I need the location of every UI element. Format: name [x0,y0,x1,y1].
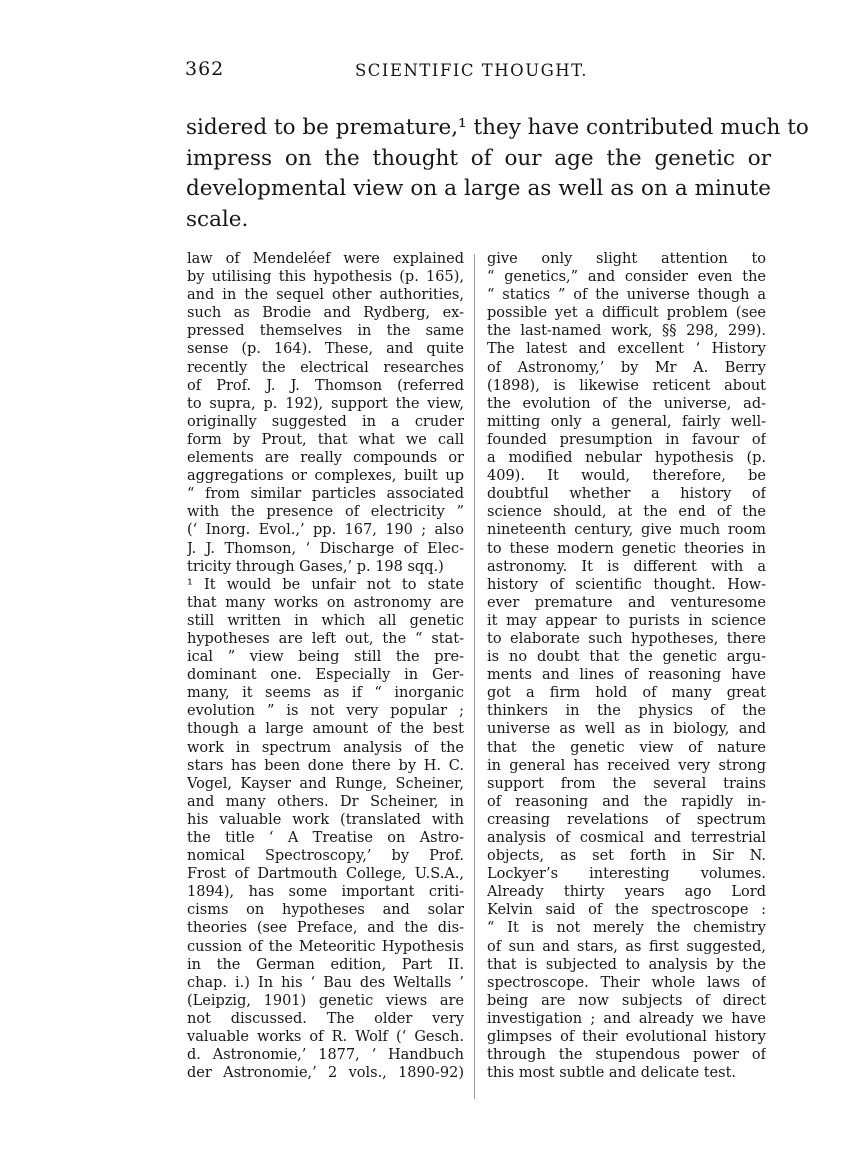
footnote-line: cisms on hypotheses and solar [187,902,464,919]
footnote-line: investigation ; and already we have [487,1010,766,1027]
footnote-line: recently the electrical researches [187,359,464,376]
page-number: 362 [185,58,225,80]
footnote-line: founded presumption in favour of [487,431,766,448]
page-header [0,58,850,92]
footnote-line: originally suggested in a cruder [187,413,464,430]
footnote-line: “ It is not merely the chemistry [487,920,766,937]
footnote-line: astronomy. It is different with a [487,558,766,575]
footnote-line: d. Astronomie,’ 1877, ‘ Handbuch [187,1047,464,1064]
footnote-line: (Leipzig, 1901) genetic views are [187,992,464,1009]
footnote-line: ¹ It would be unfair not to state [187,576,464,593]
footnote-line: analysis of cosmical and terrestrial [487,830,766,846]
footnote-line: not discussed. The older very [187,1010,464,1027]
footnote-line: to supra, p. 192), support the view, [187,395,464,412]
footnote-line: in general has received very strong [487,757,766,774]
footnote-line: universe as well as in biology, and [487,721,766,738]
footnote-line: ments and lines of reasoning have [487,667,766,684]
footnote-column-right [487,250,766,1082]
footnote-line: Already thirty years ago Lord [487,884,766,901]
footnote-line: thinkers in the physics of the [487,703,766,720]
footnote-line: cussion of the Meteoritic Hypothesis [187,938,464,955]
footnote-line: (1898), is likewise reticent about [487,377,766,394]
footnote-line: law of Mendeléef were explained [187,251,464,267]
footnote-line: spectroscope. Their whole laws of [487,974,766,991]
footnote-line: possible yet a difficult problem (see [487,305,766,322]
footnote-line: J. J. Thomson, ‘ Discharge of Elec- [187,540,464,557]
footnote-line: Vogel, Kayser and Runge, Scheiner, [187,775,464,792]
footnote-line: valuable works of R. Wolf (‘ Gesch. [187,1029,464,1046]
footnote-line: creasing revelations of spectrum [487,811,766,828]
footnote-line: Frost of Dartmouth College, U.S.A., [187,866,464,883]
footnote-column-left [187,250,464,1082]
footnote-line: ical ” view being still the pre- [187,649,464,666]
column-divider [474,254,475,1099]
body-paragraph [186,113,809,235]
footnote-line: objects, as set forth in Sir N. [487,848,766,865]
footnote-line: 409). It would, therefore, be [487,468,766,485]
footnote-line: nineteenth century, give much room [487,522,766,539]
footnote-line: the evolution of the universe, ad- [487,395,766,412]
footnote-line: of sun and stars, as first suggested, [487,938,766,955]
footnote-line: hypotheses are left out, the “ stat- [187,630,464,647]
footnote-line: of Prof. J. J. Thomson (referred [187,377,464,394]
footnote-line: is no doubt that the genetic argu- [487,649,766,666]
footnote-line: this most subtle and delicate test. [487,1065,737,1082]
footnote-line: science should, at the end of the [487,504,766,521]
footnote-line: and in the sequel other authorities, [187,287,464,304]
footnote-line: got a firm hold of many great [487,685,766,702]
footnote-line: with the presence of electricity ” [187,504,464,521]
footnote-line: to elaborate such hypotheses, there [487,630,766,647]
body-line: scale. [186,206,249,232]
footnote-line: evolution ” is not very popular ; [187,703,464,720]
footnote-line: work in spectrum analysis of the [187,739,464,756]
footnote-line: though a large amount of the best [187,721,464,738]
footnote-line: to these modern genetic theories in [487,540,766,557]
footnote-line: mitting only a general, fairly well- [487,413,766,430]
body-line: developmental view on a large as well as on a minute [186,176,771,201]
footnote-line: (‘ Inorg. Evol.,’ pp. 167, 190 ; also [187,522,464,539]
footnote-line: give only slight attention to [487,251,766,267]
footnote-line: “ genetics,” and consider even the [487,269,766,286]
footnote-line: stars has been done there by H. C. [187,757,464,774]
footnote-line: the title ‘ A Treatise on Astro- [187,830,464,846]
footnote-line: support from the several trains [487,775,766,792]
footnote-line: that is subjected to analysis by the [487,956,766,973]
footnote-line: of reasoning and the rapidly in- [487,793,766,810]
footnote-line: Lockyer’s interesting volumes. [487,866,766,883]
footnote-line: it may appear to purists in science [487,612,766,629]
footnote-line: still written in which all genetic [187,612,464,629]
footnote-line: ever premature and venturesome [487,594,766,611]
footnote-line: of Astronomy,’ by Mr A. Berry [487,359,766,376]
footnote-line: in the German edition, Part II. [187,956,464,973]
footnote-line: der Astronomie,’ 2 vols., 1890-92) [187,1065,464,1082]
footnote-line: The latest and excellent ‘ History [487,341,766,358]
footnote-line: 1894), has some important criti- [187,884,464,901]
footnote-line: form by Prout, that what we call [187,431,464,448]
footnote-line: Kelvin said of the spectroscope : [487,902,766,919]
running-head: SCIENTIFIC THOUGHT. [355,61,589,80]
footnote-line: elements are really compounds or [187,450,464,467]
footnote-line: by utilising this hypothesis (p. 165), [187,269,464,286]
footnote-line: glimpses of their evolutional history [487,1029,766,1046]
footnote-line: “ statics ” of the universe though a [487,287,766,304]
footnote-line: “ from similar particles associated [187,486,464,503]
footnote-line: tricity through Gases,’ p. 198 sqq.) [187,558,444,575]
footnote-line: and many others. Dr Scheiner, in [187,793,464,810]
body-line: impress on the thought of our age the genetic or [186,145,771,171]
footnote-line: dominant one. Especially in Ger- [187,667,464,684]
footnote-line: nomical Spectroscopy,’ by Prof. [187,848,464,865]
footnote-line: chap. i.) In his ‘ Bau des Weltalls ’ [187,974,464,991]
footnote-line: theories (see Preface, and the dis- [187,920,464,937]
body-line: sidered to be premature,¹ they have contributed much to [186,115,809,140]
footnote-line: through the stupendous power of [487,1047,766,1064]
footnote-line: his valuable work (translated with [187,811,464,828]
footnote-line: sense (p. 164). These, and quite [187,341,464,358]
footnote-line: being are now subjects of direct [487,992,766,1009]
footnote-line: aggregations or complexes, built up [187,468,464,485]
footnote-line: pressed themselves in the same [187,323,464,340]
footnote-line: history of scientific thought. How- [487,576,766,593]
footnote-line: that many works on astronomy are [187,594,464,611]
footnote-line: that the genetic view of nature [487,739,766,756]
footnote-line: such as Brodie and Rydberg, ex- [187,305,464,322]
footnote-line: doubtful whether a history of [487,486,766,503]
footnote-line: many, it seems as if “ inorganic [187,685,464,702]
footnote-line: a modified nebular hypothesis (p. [487,450,766,467]
footnote-line: the last-named work, §§ 298, 299). [487,323,766,340]
